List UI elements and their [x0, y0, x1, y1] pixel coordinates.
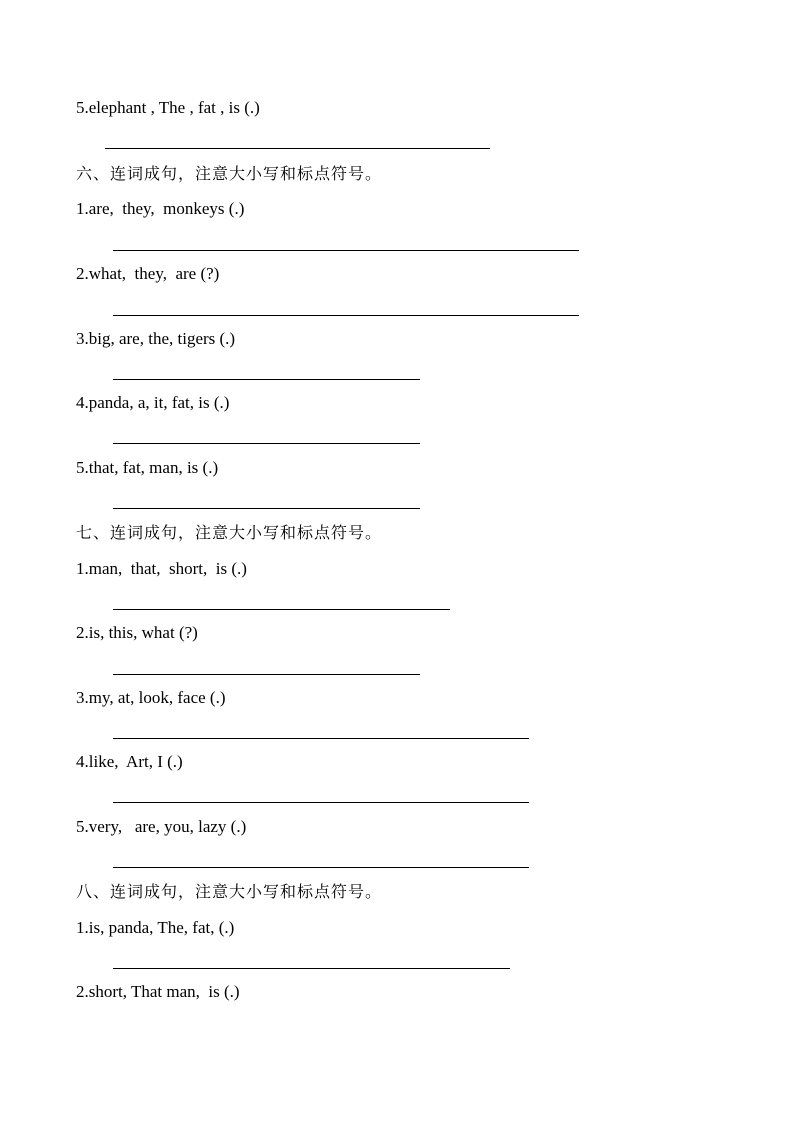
question-text: 1.is, panda, The, fat, (.) [76, 918, 235, 937]
question-text: 4.like, Art, I (.) [76, 752, 183, 771]
answer-line [113, 674, 420, 675]
answer-line [113, 443, 420, 444]
answer-line [113, 250, 579, 251]
answer-line [113, 738, 529, 739]
section-heading: 七、连词成句，注意大小写和标点符号。 [76, 523, 383, 542]
answer-line [113, 609, 450, 610]
answer-line [113, 867, 529, 868]
answer-line [113, 508, 420, 509]
answer-line [105, 148, 490, 149]
question-text: 5.elephant , The , fat , is (.) [76, 98, 260, 117]
question-text: 3.my, at, look, face (.) [76, 688, 226, 707]
question-text: 3.big, are, the, tigers (.) [76, 329, 236, 348]
answer-line [113, 315, 579, 316]
answer-line [113, 802, 529, 803]
question-text: 2.what, they, are (?) [76, 264, 220, 283]
question-text: 2.is, this, what (?) [76, 623, 198, 642]
question-text: 1.are, they, monkeys (.) [76, 199, 245, 218]
section-heading: 六、连词成句，注意大小写和标点符号。 [76, 164, 383, 183]
question-text: 4.panda, a, it, fat, is (.) [76, 393, 230, 412]
question-text: 5.that, fat, man, is (.) [76, 458, 219, 477]
answer-line [113, 379, 420, 380]
question-text: 1.man, that, short, is (.) [76, 559, 247, 578]
question-text: 2.short, That man, is (.) [76, 982, 240, 1001]
section-heading: 八、连词成句，注意大小写和标点符号。 [76, 882, 383, 901]
answer-line [113, 968, 510, 969]
question-text: 5.very, are, you, lazy (.) [76, 817, 247, 836]
